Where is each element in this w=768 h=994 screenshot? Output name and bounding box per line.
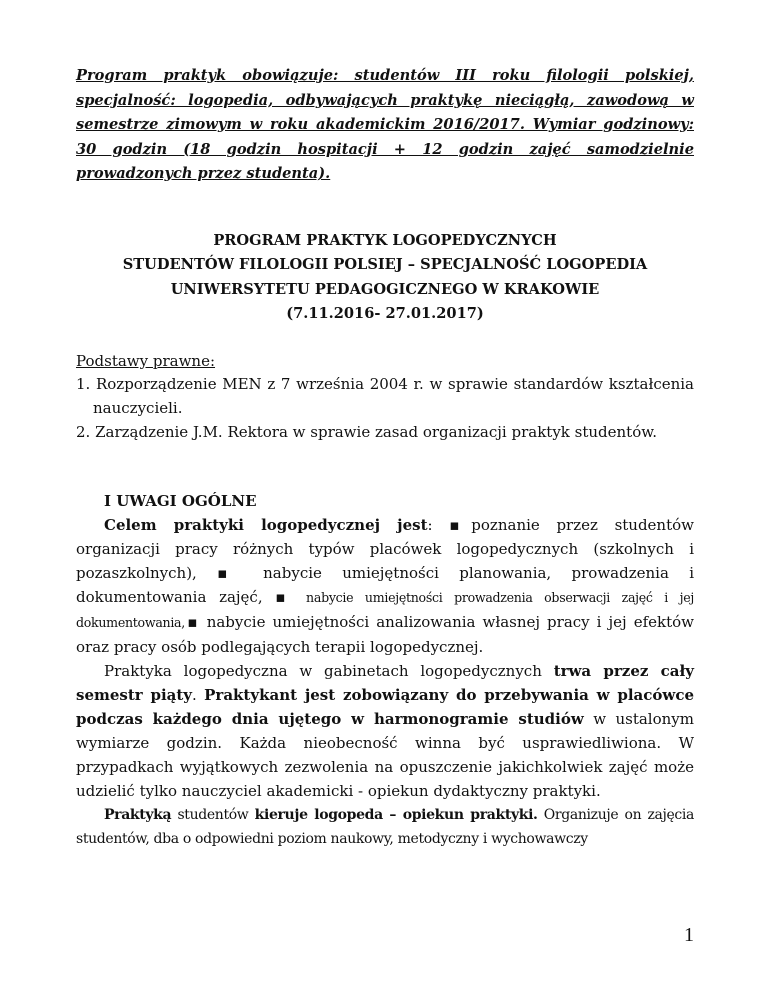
duration-text-3: w ustalonym wymiarze godzin. Każda nieobecność winna być usprawiedliwiona. W przypadkach wyjątkowych zezwolenia na opuszczenie jakichkolwiek zajęć może udzielić tylko nauczyciel akademicki - opiekun dydaktyczny praktyki. xyxy=(76,710,694,801)
title-line-3: UNIWERSYTETU PEDAGOGICZNEGO W KRAKOWIE xyxy=(170,280,600,298)
page-number: 1 xyxy=(684,924,694,946)
legal-basis-item-1: 1. Rozporządzenie MEN z 7 września 2004 r. w sprawie standardów kształcenia nauczycieli. xyxy=(76,375,694,418)
duration-bold-1: trwa przez cały semestr piąty xyxy=(76,662,694,705)
title-line-2: STUDENTÓW FILOLOGII POLSIEJ – SPECJALNOŚĆ LOGOPEDIA xyxy=(122,256,648,274)
legal-basis-heading: Podstawy prawne: xyxy=(76,351,216,370)
document-title xyxy=(76,229,694,327)
intro-paragraph: Program praktyk obowiązuje: studentów III roku filologii polskiej, specjalność: logopedia, odbywających praktykę nieciągłą, zawodową w semestrze zimowym w roku akademickim 2016/2017. Wymiar godzinowy: 30 godzin (18 godzin hospitacji + 12 godzin zajęć samodzielnie prowadzonych przez studenta). xyxy=(76,67,694,182)
goals-text-2: ▪ nabycie umiejętności analizowania własnej pracy i jej efektów oraz pracy osób podlegających terapii logopedycznej. xyxy=(76,613,694,657)
legal-basis xyxy=(76,350,694,444)
legal-basis-list xyxy=(76,373,694,444)
paragraph-supervision xyxy=(76,803,694,851)
goals-text-1: : ▪poznanie przez studentów organizacji pracy różnych typów placówek logopedycznych (szkolnych i pozaszkolnych), ▪ nabycie umiejętności planowania, prowadzenia i dokumentowania zajęć, ▪ xyxy=(76,516,694,607)
section-general-remarks xyxy=(76,489,694,851)
legal-basis-item-2: 2. Zarządzenie J.M. Rektora w sprawie zasad organizacji praktyk studentów. xyxy=(76,422,658,441)
document-page xyxy=(76,64,694,851)
supervision-bold-2: kieruje logopeda – opiekun praktyki. xyxy=(254,807,538,824)
section-heading: I UWAGI OGÓLNE xyxy=(104,492,257,511)
goals-bold-lead: Celem praktyki logopedycznej jest xyxy=(104,516,428,535)
duration-text-1: Praktyka logopedyczna w gabinetach logopedycznych xyxy=(104,662,554,681)
paragraph-goals xyxy=(76,513,694,659)
supervision-text-1: studentów xyxy=(171,807,255,824)
duration-bold-2: Praktykant jest zobowiązany do przebywania w placówce podczas każdego dnia ujętego w harmonogramie studiów xyxy=(76,686,694,729)
title-line-4: (7.11.2016- 27.01.2017) xyxy=(286,305,484,323)
paragraph-duration xyxy=(76,659,694,803)
duration-text-2: . xyxy=(192,686,205,705)
goals-text-small: nabycie umiejętności prowadzenia obserwacji zajęć i jej dokumentowania, xyxy=(76,590,694,631)
supervision-text-2: Organizuje on zajęcia studentów, dba o odpowiedni poziom naukowy, metodyczny i wychowawczy xyxy=(76,807,695,848)
supervision-bold-1: Praktyką xyxy=(104,807,172,824)
title-line-1: PROGRAM PRAKTYK LOGOPEDYCZNYCH xyxy=(213,231,557,249)
